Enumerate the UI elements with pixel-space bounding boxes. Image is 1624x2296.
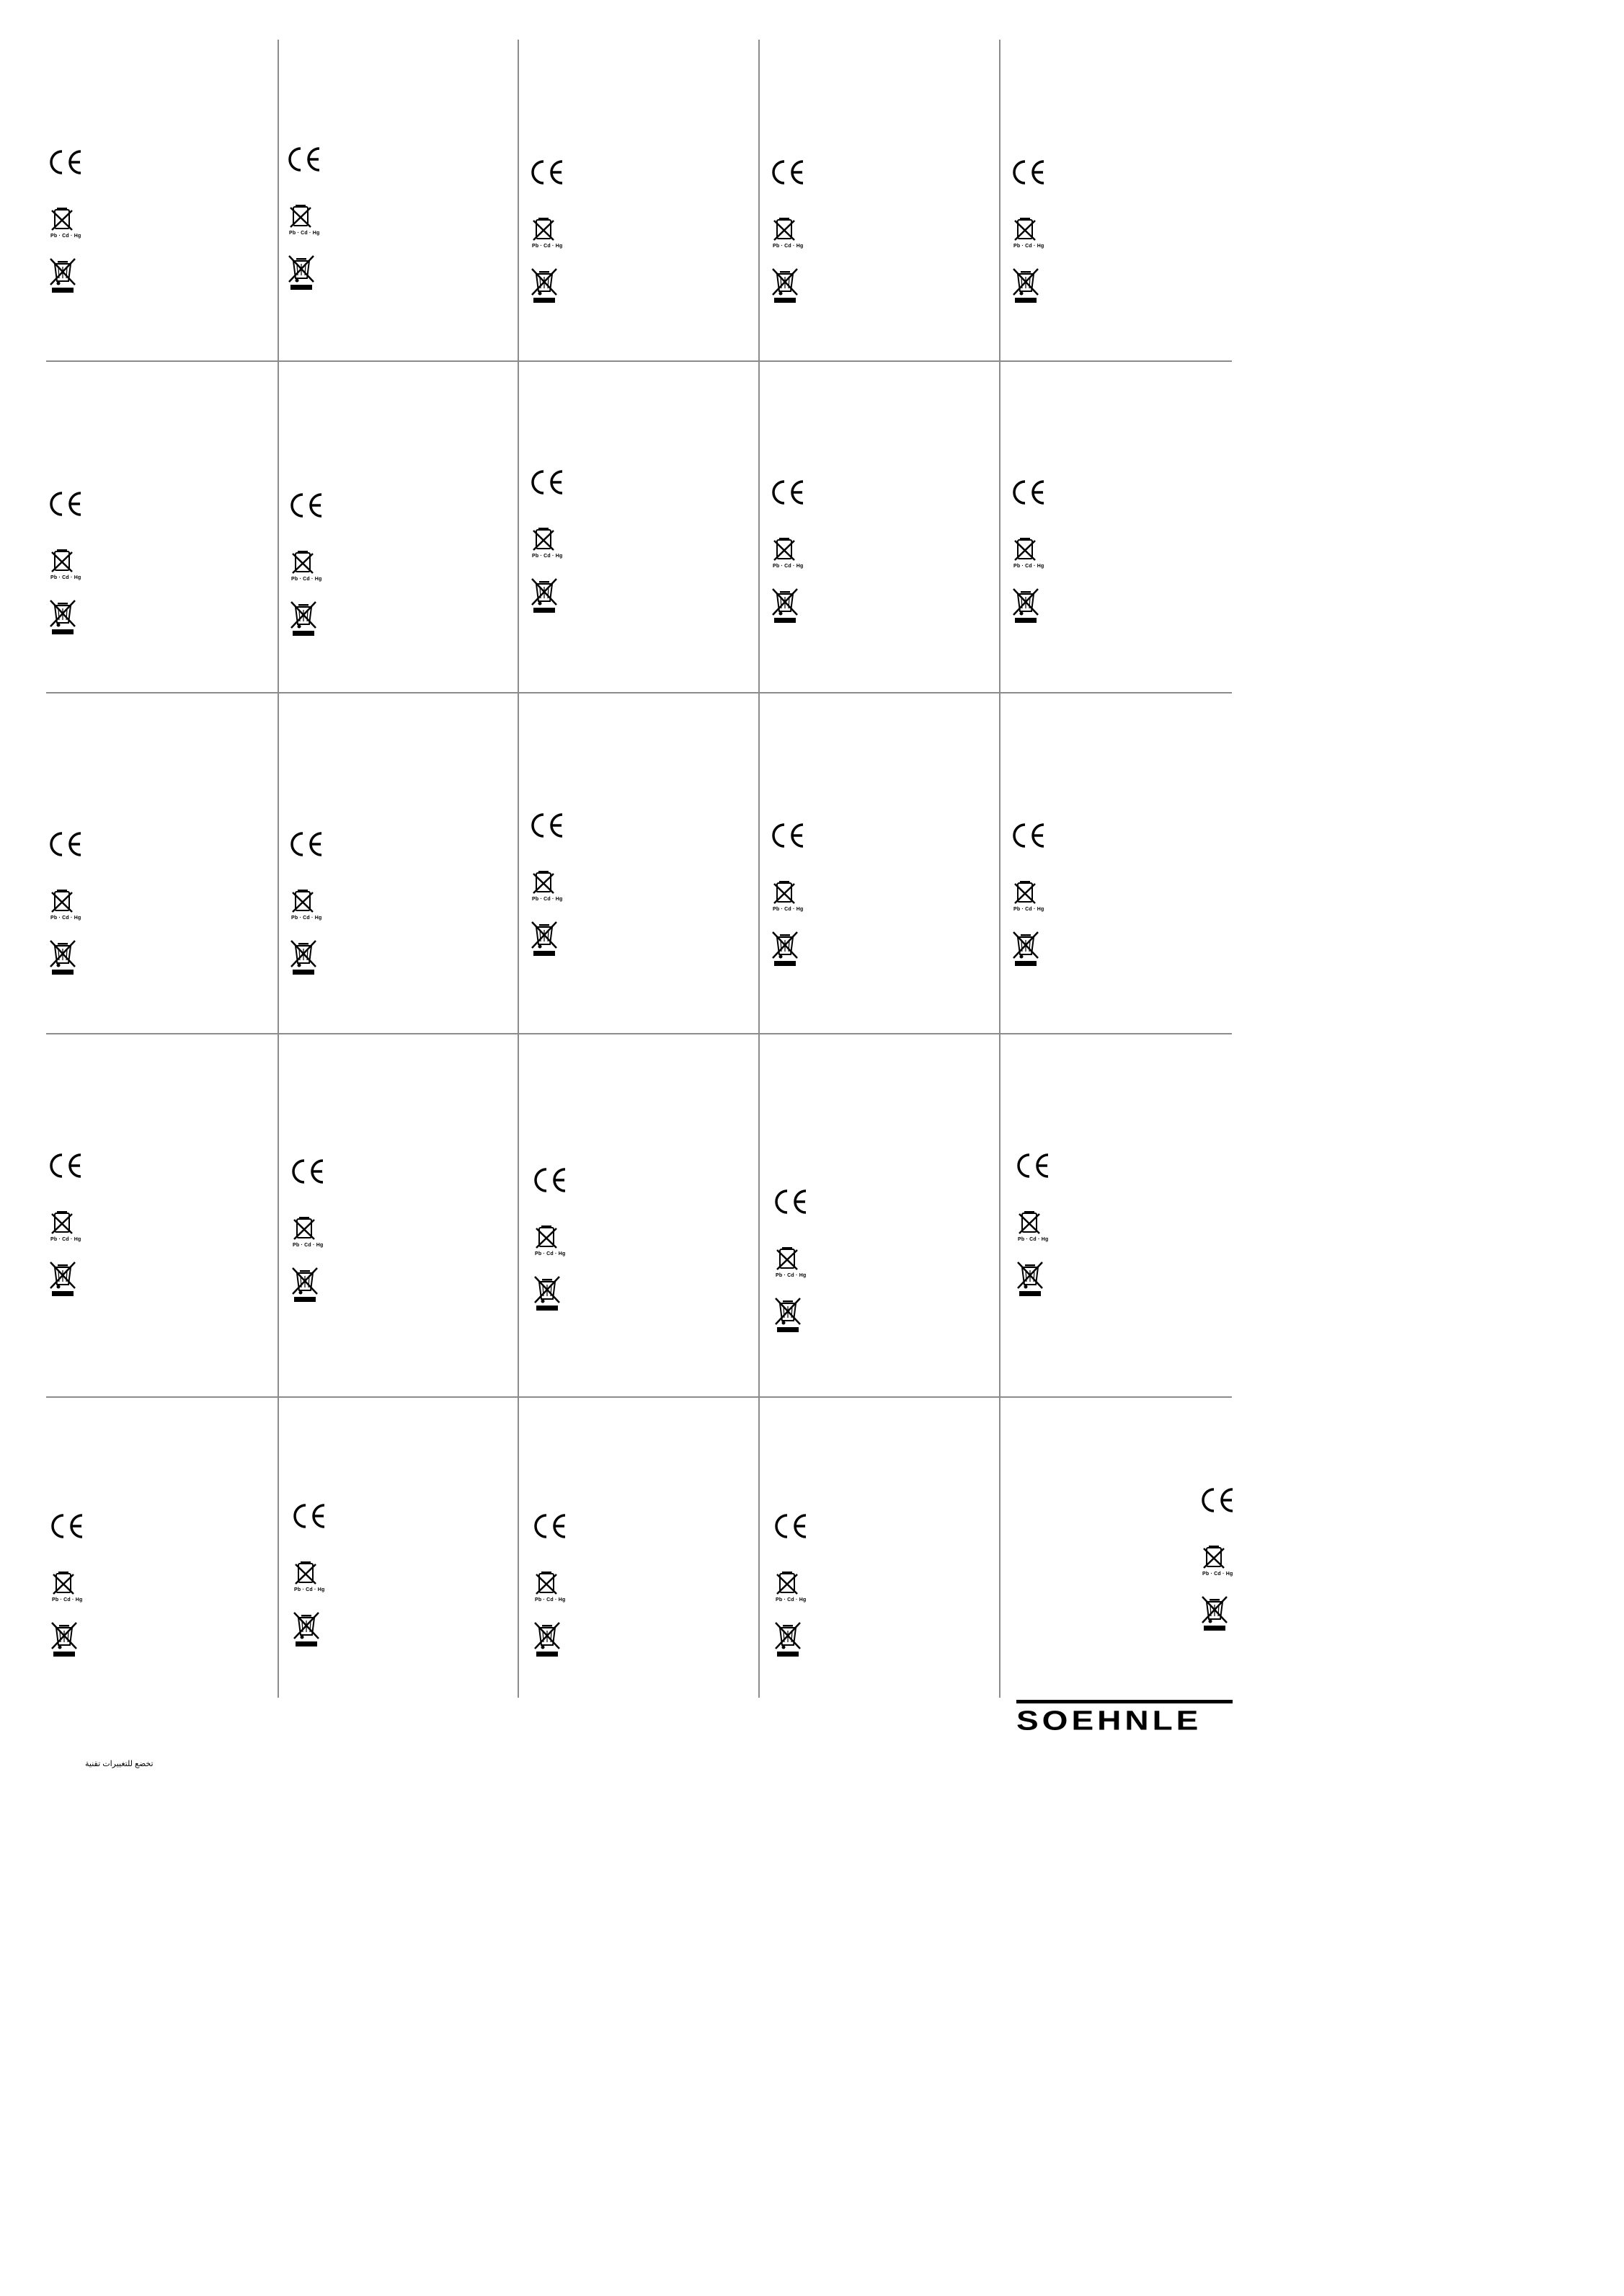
crossed-out-wheelie-bin-icon: [49, 598, 76, 634]
battery-disposal-mark: [52, 1570, 83, 1603]
battery-chemical-symbols: Pb · Cd · Hg: [1202, 1572, 1233, 1577]
battery-chemical-symbols: Pb · Cd · Hg: [535, 1597, 566, 1603]
crossed-out-battery-icon: [1013, 879, 1037, 905]
ce-mark-icon: [46, 1151, 84, 1181]
battery-disposal-mark: [535, 1570, 566, 1603]
ce-mark-icon: [768, 820, 806, 851]
row-divider: [46, 692, 1232, 693]
crossed-out-battery-icon: [1202, 1544, 1225, 1570]
battery-chemical-symbols: Pb · Cd · Hg: [50, 916, 81, 921]
battery-disposal-mark: [1018, 1210, 1049, 1242]
battery-chemical-symbols: Pb · Cd · Hg: [773, 907, 804, 912]
crossed-out-battery-icon: [535, 1224, 558, 1250]
crossed-out-battery-icon: [50, 206, 74, 232]
battery-disposal-mark: [291, 549, 322, 582]
crossed-out-battery-icon: [773, 216, 796, 242]
battery-disposal-mark: [776, 1246, 807, 1278]
marking-cell: [288, 1156, 368, 1344]
crossed-out-wheelie-bin-icon: [531, 920, 558, 956]
battery-disposal-mark: [289, 203, 320, 236]
crossed-out-battery-icon: [773, 879, 796, 905]
ce-mark-icon: [290, 1501, 327, 1531]
crossed-out-wheelie-bin-icon: [531, 577, 558, 613]
ce-mark-icon: [528, 467, 565, 497]
ce-mark-icon: [1013, 1151, 1051, 1181]
ce-mark-icon: [768, 157, 806, 187]
ce-mark-icon: [287, 829, 324, 859]
row-divider: [46, 360, 1232, 362]
marking-cell: [285, 144, 364, 332]
marking-cell: [528, 810, 607, 998]
crossed-out-wheelie-bin-icon: [50, 1621, 78, 1657]
column-divider: [999, 40, 1000, 1698]
battery-disposal-mark: [1013, 879, 1044, 912]
ce-mark-icon: [48, 1511, 85, 1541]
battery-chemical-symbols: Pb · Cd · Hg: [294, 1587, 325, 1592]
battery-chemical-symbols: Pb · Cd · Hg: [52, 1597, 83, 1603]
battery-chemical-symbols: Pb · Cd · Hg: [1013, 244, 1044, 249]
marking-cell: [1198, 1485, 1277, 1672]
ce-mark-icon: [1198, 1485, 1235, 1515]
marking-cell: [287, 490, 366, 678]
battery-disposal-mark: [50, 206, 81, 239]
crossed-out-battery-icon: [535, 1570, 558, 1596]
column-divider: [518, 40, 519, 1698]
battery-disposal-mark: [1013, 536, 1044, 569]
ce-mark-icon: [1009, 477, 1047, 507]
marking-cell: [528, 467, 607, 655]
ce-mark-icon: [771, 1511, 809, 1541]
battery-disposal-mark: [50, 888, 81, 921]
battery-chemical-symbols: Pb · Cd · Hg: [289, 231, 320, 236]
soehnle-logo: [1016, 1700, 1233, 1742]
crossed-out-battery-icon: [1013, 216, 1037, 242]
battery-disposal-mark: [535, 1224, 566, 1256]
crossed-out-wheelie-bin-icon: [1012, 930, 1039, 966]
technical-changes-note: تخضع للتغييرات تقنية: [85, 1760, 154, 1768]
battery-disposal-mark: [50, 1210, 81, 1242]
battery-chemical-symbols: Pb · Cd · Hg: [1013, 907, 1044, 912]
ce-mark-icon: [285, 144, 322, 174]
battery-chemical-symbols: Pb · Cd · Hg: [532, 897, 563, 902]
ce-mark-icon: [1009, 820, 1047, 851]
crossed-out-wheelie-bin-icon: [531, 267, 558, 303]
battery-disposal-mark: [1202, 1544, 1233, 1577]
crossed-out-battery-icon: [532, 869, 555, 895]
ce-mark-icon: [288, 1156, 326, 1187]
crossed-out-wheelie-bin-icon: [774, 1296, 802, 1332]
crossed-out-wheelie-bin-icon: [290, 600, 317, 636]
battery-disposal-mark: [291, 888, 322, 921]
battery-chemical-symbols: Pb · Cd · Hg: [50, 575, 81, 580]
crossed-out-wheelie-bin-icon: [291, 1266, 319, 1302]
crossed-out-wheelie-bin-icon: [288, 254, 315, 290]
marking-cell: [46, 829, 125, 1016]
marking-cell: [46, 1151, 125, 1338]
crossed-out-wheelie-bin-icon: [49, 939, 76, 975]
marking-cell: [531, 1511, 610, 1698]
crossed-out-wheelie-bin-icon: [1016, 1260, 1044, 1296]
crossed-out-battery-icon: [52, 1570, 75, 1596]
battery-chemical-symbols: Pb · Cd · Hg: [1013, 564, 1044, 569]
crossed-out-battery-icon: [50, 1210, 74, 1236]
battery-disposal-mark: [294, 1560, 325, 1592]
marking-cell: [46, 489, 125, 676]
ce-mark-icon: [46, 147, 84, 177]
ce-mark-icon: [531, 1511, 568, 1541]
ce-mark-icon: [771, 1187, 809, 1217]
battery-chemical-symbols: Pb · Cd · Hg: [532, 554, 563, 559]
ce-mark-icon: [46, 489, 84, 519]
ce-mark-icon: [528, 157, 565, 187]
crossed-out-wheelie-bin-icon: [771, 930, 799, 966]
marking-cell: [1009, 820, 1088, 1008]
marking-cell: [771, 1511, 851, 1698]
crossed-out-battery-icon: [773, 536, 796, 562]
crossed-out-battery-icon: [50, 888, 74, 914]
crossed-out-wheelie-bin-icon: [293, 1610, 320, 1646]
crossed-out-battery-icon: [1018, 1210, 1041, 1236]
marking-cell: [290, 1501, 369, 1688]
battery-chemical-symbols: Pb · Cd · Hg: [291, 916, 322, 921]
brand-name: SOEHNLE: [1016, 1705, 1202, 1736]
battery-chemical-symbols: Pb · Cd · Hg: [532, 244, 563, 249]
ce-mark-icon: [768, 477, 806, 507]
marking-cell: [768, 477, 848, 665]
marking-cell: [531, 1165, 610, 1352]
crossed-out-wheelie-bin-icon: [533, 1621, 561, 1657]
ce-mark-icon: [528, 810, 565, 841]
battery-disposal-mark: [773, 879, 804, 912]
battery-disposal-mark: [776, 1570, 807, 1603]
crossed-out-wheelie-bin-icon: [1012, 587, 1039, 623]
battery-disposal-mark: [293, 1215, 324, 1248]
battery-disposal-mark: [532, 216, 563, 249]
logo-rule: [1016, 1700, 1233, 1703]
crossed-out-wheelie-bin-icon: [771, 587, 799, 623]
battery-chemical-symbols: Pb · Cd · Hg: [773, 244, 804, 249]
marking-cell: [768, 157, 848, 345]
crossed-out-battery-icon: [1013, 536, 1037, 562]
battery-disposal-mark: [532, 869, 563, 902]
crossed-out-wheelie-bin-icon: [49, 1260, 76, 1296]
crossed-out-wheelie-bin-icon: [771, 267, 799, 303]
marking-cell: [528, 157, 607, 345]
battery-chemical-symbols: Pb · Cd · Hg: [773, 564, 804, 569]
crossed-out-battery-icon: [532, 216, 555, 242]
battery-chemical-symbols: Pb · Cd · Hg: [50, 234, 81, 239]
marking-cell: [1013, 1151, 1093, 1338]
crossed-out-battery-icon: [291, 549, 314, 575]
crossed-out-wheelie-bin-icon: [1012, 267, 1039, 303]
column-divider: [758, 40, 760, 1698]
row-divider: [46, 1396, 1232, 1398]
ce-mark-icon: [1009, 157, 1047, 187]
row-divider: [46, 1033, 1232, 1034]
battery-chemical-symbols: Pb · Cd · Hg: [50, 1237, 81, 1242]
crossed-out-wheelie-bin-icon: [533, 1275, 561, 1311]
marking-cell: [1009, 477, 1088, 665]
crossed-out-wheelie-bin-icon: [1201, 1595, 1228, 1631]
battery-disposal-mark: [773, 536, 804, 569]
ce-mark-icon: [287, 490, 324, 520]
marking-cell: [768, 820, 848, 1008]
marking-cell: [46, 147, 125, 334]
battery-disposal-mark: [50, 548, 81, 580]
crossed-out-battery-icon: [776, 1246, 799, 1272]
ce-mark-icon: [531, 1165, 568, 1195]
crossed-out-battery-icon: [294, 1560, 317, 1586]
crossed-out-battery-icon: [289, 203, 312, 229]
crossed-out-wheelie-bin-icon: [774, 1621, 802, 1657]
marking-cell: [771, 1187, 851, 1374]
ce-mark-icon: [46, 829, 84, 859]
crossed-out-battery-icon: [776, 1570, 799, 1596]
marking-cell: [287, 829, 366, 1016]
crossed-out-wheelie-bin-icon: [290, 939, 317, 975]
crossed-out-battery-icon: [293, 1215, 316, 1241]
battery-chemical-symbols: Pb · Cd · Hg: [293, 1243, 324, 1248]
battery-chemical-symbols: Pb · Cd · Hg: [776, 1273, 807, 1278]
battery-chemical-symbols: Pb · Cd · Hg: [776, 1597, 807, 1603]
battery-chemical-symbols: Pb · Cd · Hg: [1018, 1237, 1049, 1242]
marking-cell: [1009, 157, 1088, 345]
battery-chemical-symbols: Pb · Cd · Hg: [535, 1251, 566, 1256]
crossed-out-battery-icon: [532, 526, 555, 552]
battery-chemical-symbols: Pb · Cd · Hg: [291, 577, 322, 582]
marking-cell: [48, 1511, 127, 1698]
battery-disposal-mark: [532, 526, 563, 559]
crossed-out-wheelie-bin-icon: [49, 257, 76, 293]
battery-disposal-mark: [773, 216, 804, 249]
battery-disposal-mark: [1013, 216, 1044, 249]
crossed-out-battery-icon: [50, 548, 74, 574]
column-divider: [278, 40, 279, 1698]
crossed-out-battery-icon: [291, 888, 314, 914]
